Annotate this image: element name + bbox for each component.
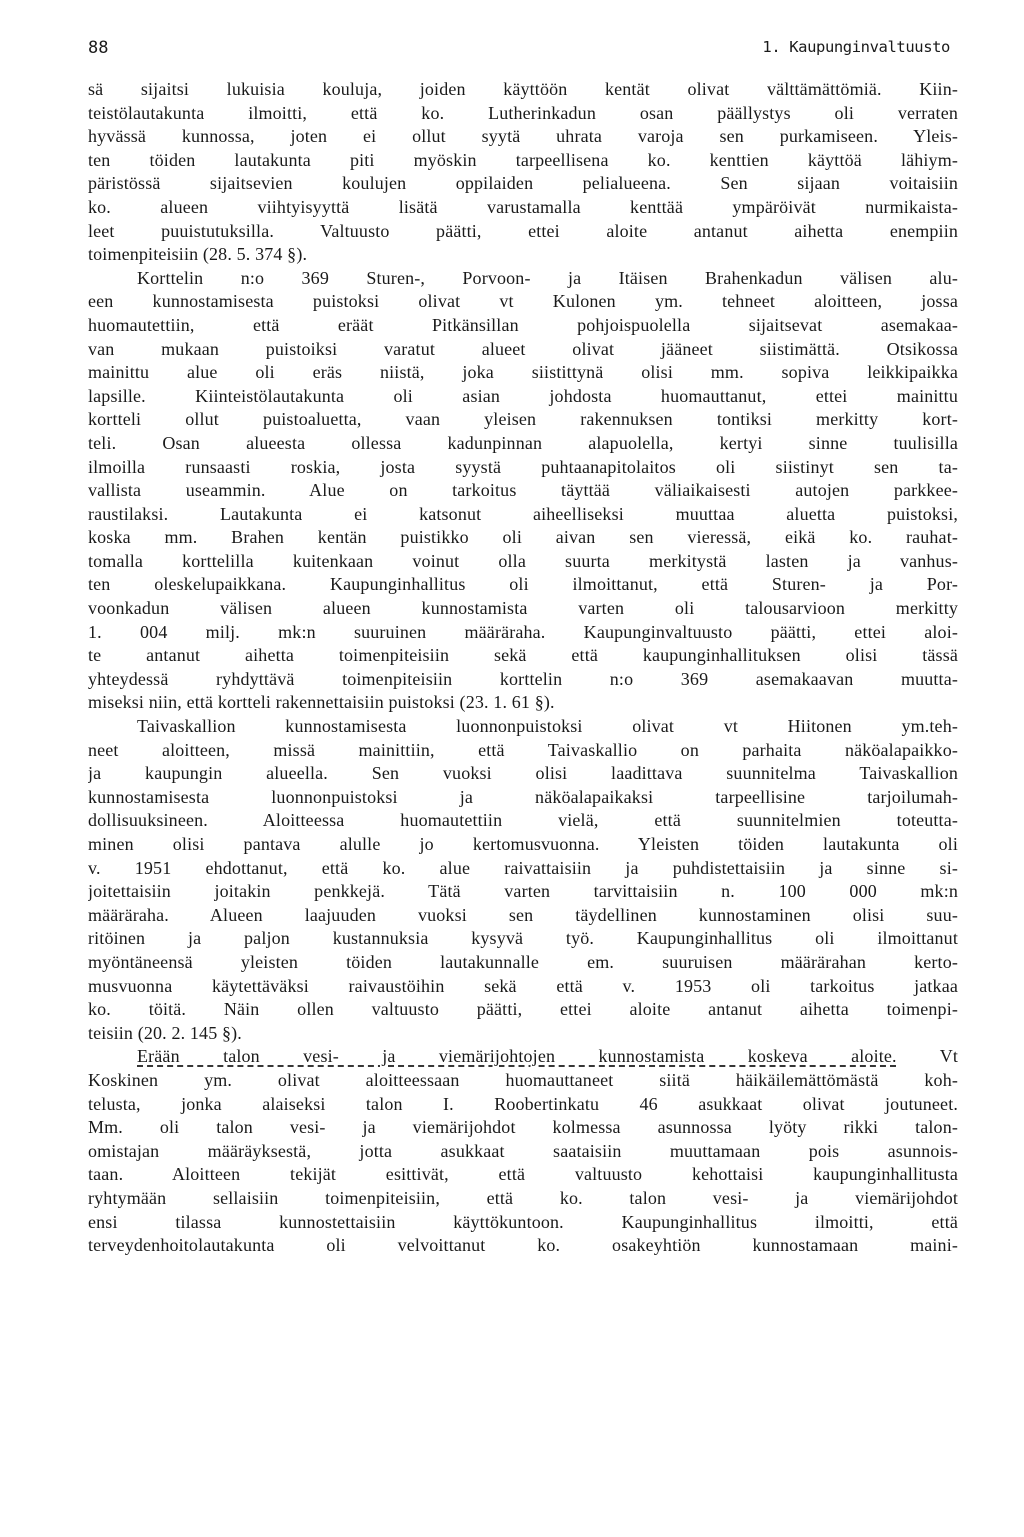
text-line: ensi tilassa kunnostettaisiin käyttökuntoon. Kaupunginhallitus ilmoitti, että: [88, 1211, 958, 1232]
heading-continuation: Vt: [896, 1046, 958, 1067]
text-line: kortteli ollut puistoaluetta, vaan yleisen rakennuksen tontiksi merkitty kort-: [88, 409, 958, 430]
text-line: lapsille. Kiinteistölautakunta oli asian johdosta huomauttanut, ettei mainittu: [88, 385, 958, 406]
text-line: ja kaupungin alueella. Sen vuoksi olisi laadittava suunnitelma Taivaskallion: [88, 763, 958, 784]
text-line: kunnostamisesta luonnonpuistoksi ja näköalapaikaksi tarpeellisine tarjoilumah-: [88, 786, 958, 807]
text-line: terveydenhoitolautakunta oli velvoittanut ko. osakeyhtiön kunnostamaan maini-: [88, 1235, 958, 1256]
text-line: yhteydessä ryhdyttävä toimenpiteisiin korttelin n:o 369 asemakaavan muutta-: [88, 668, 958, 689]
text-line: ten oleskelupaikkana. Kaupunginhallitus oli ilmoittanut, että Sturen- ja Por-: [88, 574, 958, 595]
text-line: taan. Aloitteen tekijät esittivät, että valtuusto kehottaisi kaupunginhallitusta: [88, 1164, 958, 1185]
text-line: [88, 1045, 958, 1069]
text-line: päristössä sijaitsevien koulujen oppilaiden pelialueena. Sen sijaan voitaisiin: [88, 173, 958, 194]
text-line: ilmoilla runsaasti roskia, josta syystä puhtaanapitolaitos oli siistinyt sen ta-: [88, 456, 958, 477]
text-line: 1. 004 milj. mk:n suuruinen määräraha. Kaupunginvaltuusto päätti, ettei aloi-: [88, 621, 958, 642]
text-line: hyvässä kunnossa, joten ei ollut syytä uhrata varoja sen purkamiseen. Yleis-: [88, 126, 958, 147]
text-line: omistajan määräyksestä, jotta asukkaat saataisiin muuttamaan pois asunnois-: [88, 1140, 958, 1161]
text-line: ten töiden lautakunta piti myöskin tarpeellisena ko. kenttien käyttöä lähiym-: [88, 149, 958, 170]
text-line: Taivaskallion kunnostamisesta luonnonpuistoksi olivat vt Hiitonen ym.teh-: [137, 716, 958, 737]
text-line: mainittu alue oli eräs niistä, joka siistittynä olisi mm. sopiva leikkipaikka: [88, 362, 958, 383]
text-line: ko. töitä. Näin ollen valtuusto päätti, ettei aloite antanut aihetta toimenpi-: [88, 999, 958, 1020]
text-line: voonkadun välisen alueen kunnostamista varten oli talousarvioon merkitty: [88, 598, 958, 619]
text-line: tomalla korttelilla kuitenkaan voinut olla suurta merkitystä lasten ja vanhus-: [88, 550, 958, 571]
text-line: huomautettiin, että eräät Pitkänsillan pohjoispuolella sijaitsevat asemakaa-: [88, 314, 958, 335]
text-line: koska mm. Brahen kentän puistikko oli aivan sen vieressä, eikä ko. rauhat-: [88, 527, 958, 548]
text-line: toimenpiteisiin (28. 5. 374 §).: [88, 244, 308, 265]
text-line: leet puuistutuksilla. Valtuusto päätti, ettei aloite antanut aihetta enempiin: [88, 220, 958, 241]
text-line: joitettaisiin joitakin penkkejä. Tätä varten tarvittaisiin n. 100 000 mk:n: [88, 881, 958, 902]
text-line: ko. alueen viihtyisyyttä lisätä varustamalla kenttää ympäröivät nurmikaista-: [88, 196, 958, 217]
text-line: teli. Osan alueesta ollessa kadunpinnan alapuolella, kertyi sinne tuulisilla: [88, 432, 958, 453]
running-title: 1. Kaupunginvaltuusto: [762, 38, 950, 56]
page-number: 88: [88, 38, 109, 58]
text-line: Korttelin n:o 369 Sturen-, Porvoon- ja Itäisen Brahenkadun välisen alu-: [137, 267, 958, 288]
text-line: een kunnostamisesta puistoksi olivat vt Kulonen ym. tehneet aloitteen, jossa: [88, 291, 958, 312]
text-line: neet aloitteen, missä mainittiin, että Taivaskallio on parhaita näköalapaikko-: [88, 739, 958, 760]
text-line: musvuonna käytettäväksi raivaustöihin sekä että v. 1953 oli tarkoitus jatkaa: [88, 975, 958, 996]
text-line: ryhtymään sellaisiin toimenpiteisiin, että ko. talon vesi- ja viemärijohdot: [88, 1187, 958, 1208]
text-line: määräraha. Alueen laajuuden vuoksi sen täydellinen kunnostaminen olisi suu-: [88, 904, 958, 925]
text-line: Koskinen ym. olivat aloitteessaan huomauttaneet siitä häikäilemättömästä koh-: [88, 1069, 958, 1090]
text-line: van mukaan puistoiksi varatut alueet olivat jääneet siistimättä. Otsikossa: [88, 338, 958, 359]
text-line: ritöinen ja paljon kustannuksia kysyvä työ. Kaupunginhallitus oli ilmoittanut: [88, 928, 958, 949]
text-line: raustilaksi. Lautakunta ei katsonut aiheelliseksi muuttaa aluetta puistoksi,: [88, 503, 958, 524]
text-line: dollisuuksineen. Aloitteessa huomautettiin vielä, että suunnitelmien toteutta-: [88, 810, 958, 831]
body-text: [88, 78, 958, 1258]
text-line: Mm. oli talon vesi- ja viemärijohdot kolmessa asunnossa lyöty rikki talon-: [88, 1117, 958, 1138]
text-line: te antanut aihetta toimenpiteisiin sekä että kaupunginhallituksen olisi tässä: [88, 645, 958, 666]
text-line: miseksi niin, että kortteli rakennettaisiin puistoksi (23. 1. 61 §).: [88, 692, 555, 713]
text-line: v. 1951 ehdottanut, että ko. alue raivattaisiin ja puhdistettaisiin ja sinne si-: [88, 857, 958, 878]
text-line: vallista useammin. Alue on tarkoitus täyttää väliaikaisesti autojen parkkee-: [88, 480, 958, 501]
section-heading: Erään talon vesi- ja viemärijohtojen kunnostamista koskeva aloite.: [137, 1046, 897, 1067]
text-line: teisiin (20. 2. 145 §).: [88, 1022, 242, 1043]
text-line: telusta, jonka alaiseksi talon I. Roobertinkatu 46 asukkaat olivat joutuneet.: [88, 1093, 958, 1114]
page-header: [88, 38, 950, 64]
text-line: myöntäneensä yleisten töiden lautakunnalle em. suuruisen määrärahan kerto-: [88, 951, 958, 972]
text-line: teistölautakunta ilmoitti, että ko. Lutherinkadun osan päällystys oli verraten: [88, 102, 958, 123]
text-line: sä sijaitsi lukuisia kouluja, joiden käyttöön kentät olivat välttämättömiä. Kiin-: [88, 79, 958, 99]
text-line: minen olisi pantava alulle jo kertomusvuonna. Yleisten töiden lautakunta oli: [88, 834, 958, 854]
